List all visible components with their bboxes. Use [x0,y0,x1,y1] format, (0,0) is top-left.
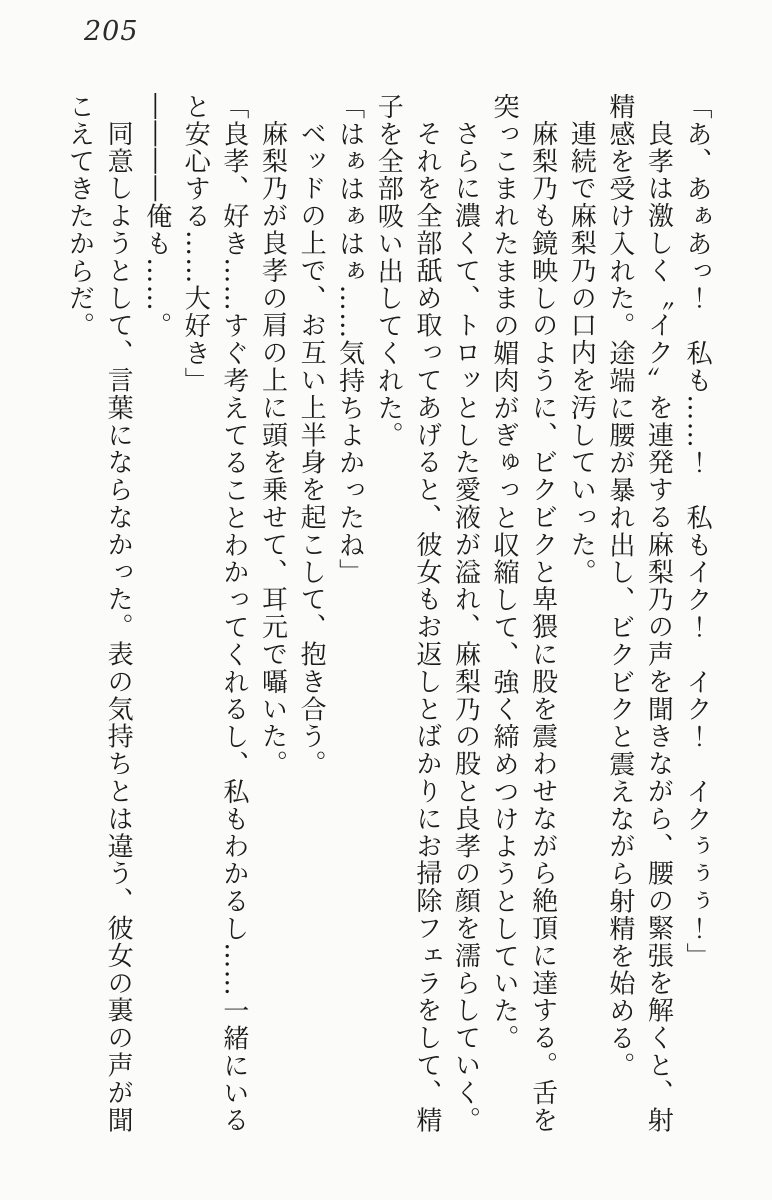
text-line: 同意しようとして、言葉にならなかった。表の気持ちとは違う、彼女の裏の声が聞 [103,120,134,1134]
text-line: こえてきたからだ。 [64,93,95,340]
text-line: 良孝は激しく〝イク〟を連発する麻梨乃の声を聞きながら、腰の緊張を解くと、射 [643,120,674,1134]
text-line: 「良孝、好き……すぐ考えてることわかってくれるし、私もわかるし……一緒にいる [218,93,249,1135]
text-line: さらに濃くて、トロッとした愛液が溢れ、麻梨乃の股と良孝の顔を濡らしていく。 [450,120,481,1134]
text-line: 突っこまれたままの媚肉がぎゅっと収縮して、強く締めつけようとしていた。 [489,93,520,1052]
page-number: 205 [84,16,139,47]
text-line: 「あ、あぁあっ！ 私も……！ 私もイク！ イク！ イクぅぅぅ！」 [682,93,712,970]
text-line: ――――俺も……。 [141,93,172,340]
text-line: 精感を受け入れた。途端に腰が暴れ出し、ビクビクと震えながら射精を始める。 [604,93,635,1080]
text-line: 連続で麻梨乃の口内を汚していった。 [566,120,597,586]
text-line: 子を全部吸い出してくれた。 [373,93,404,450]
text-line: と安心する……大好き」 [180,93,211,395]
text-line: 「はぁはぁはぁ……気持ちよかったね」 [334,93,365,587]
text-line: それを全部舐め取ってあげると、彼女もお返しとばかりにお掃除フェラをして、精 [411,120,442,1134]
text-line: 麻梨乃が良孝の肩の上に頭を乗せて、耳元で囁いた。 [257,120,288,778]
body-text [60,93,716,1143]
text-line: 麻梨乃も鏡映しのように、ビクビクと卑猥に股を震わせながら絶頂に達する。舌を [527,120,558,1134]
text-line: ベッドの上で、お互い上半身を起こして、抱き合う。 [296,120,327,778]
